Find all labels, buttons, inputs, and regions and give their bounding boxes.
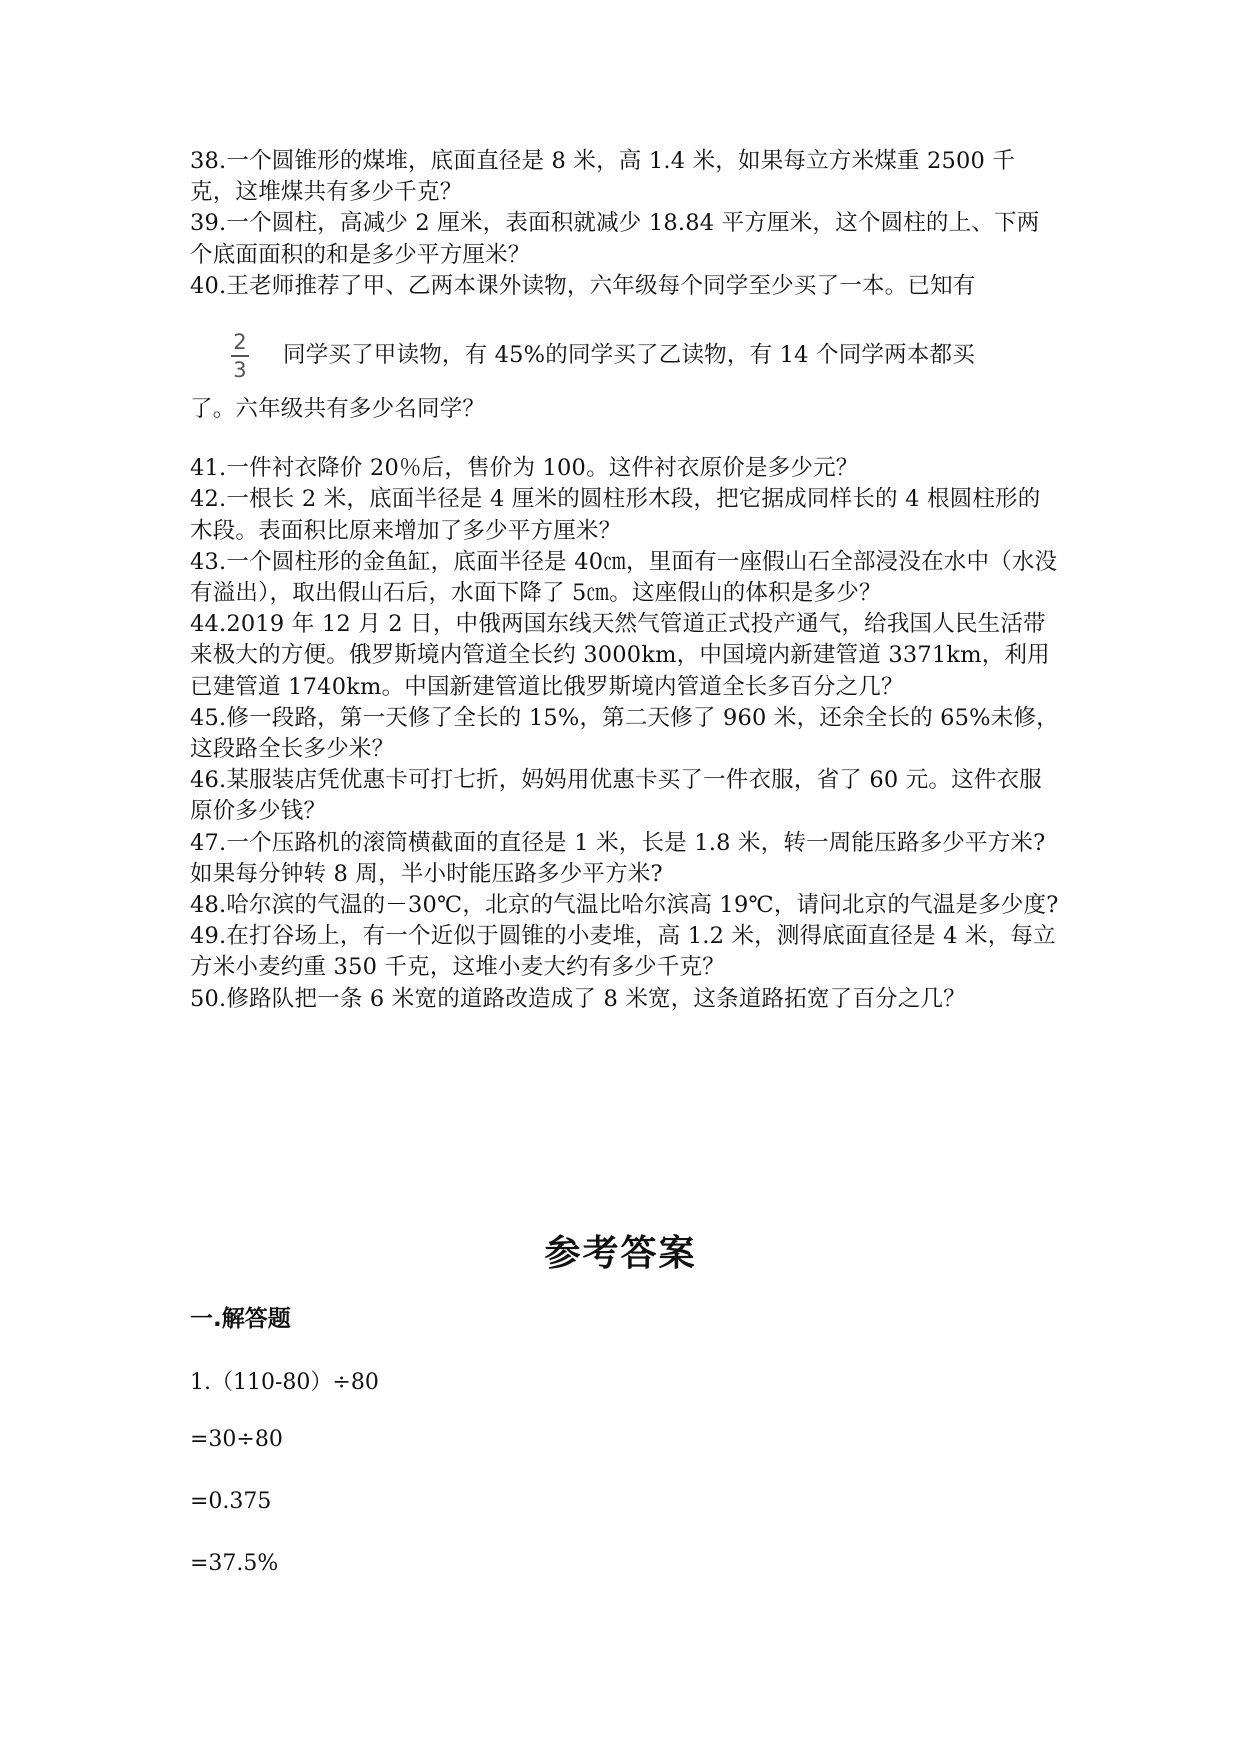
answer-title: 参考答案	[544, 1232, 697, 1274]
question-43: 43.一个圆柱形的金鱼缸，底面半径是 40㎝，里面有一座假山石全部浸没在水中（水没有溢出），取出假山石后，水面下降了 5㎝。这座假山的体积是多少？	[190, 548, 1058, 607]
answer-line-2: =30÷80	[190, 1427, 283, 1452]
fraction-bar	[231, 355, 249, 357]
question-40-end: 了。六年级共有多少名同学？	[190, 396, 486, 423]
question-45: 45.修一段路，第一天修了全长的 15%，第二天修了 960 米，还余全长的 65%未修，这段路全长多少米？	[190, 704, 1059, 763]
question-list	[190, 146, 1060, 1015]
question-50: 50.修路队把一条 6 米宽的道路改造成了 8 米宽，这条道路拓宽了百分之几？	[190, 985, 966, 1012]
answer-line-3: =0.375	[190, 1489, 272, 1514]
question-48: 48.哈尔滨的气温的－30℃，北京的气温比哈尔滨高 19℃，请问北京的气温是多少度?	[190, 892, 1059, 919]
question-42: 42.一根长 2 米，底面半径是 4 厘米的圆柱形木段，把它据成同样长的 4 根圆柱形的木段。表面积比原来增加了多少平方厘米？	[190, 486, 1041, 544]
question-41: 41.一件衬衣降价 20％后，售价为 100。这件衬衣原价是多少元？	[190, 455, 859, 482]
question-46: 46.某服装店凭优惠卡可打七折，妈妈用优惠卡买了一件衣服，省了 60 元。这件衣服原价多少钱？	[190, 767, 1042, 825]
section-heading: 一.解答题	[190, 1306, 291, 1332]
question-40-fraction-line	[190, 326, 1060, 386]
question-40-intro: 40.王老师推荐了甲、乙两本课外读物，六年级每个同学至少买了一本。已知有	[190, 272, 976, 299]
answer-line-4: =37.5%	[190, 1551, 279, 1576]
fraction-two-thirds	[225, 330, 255, 382]
question-47: 47.一个压路机的滚筒横截面的直径是 1 米，长是 1.8 米，转一周能压路多少平方米?如果每分钟转 8 周，半小时能压路多少平方米?	[190, 829, 1046, 887]
fraction-denominator: 3	[233, 357, 247, 382]
question-49: 49.在打谷场上，有一个近似于圆锥的小麦堆，高 1.2 米，测得底面直径是 4 米，每立方米小麦约重 350 千克，这堆小麦大约有多少千克？	[190, 923, 1056, 981]
question-44: 44.2019 年 12 月 2 日，中俄两国东线天然气管道正式投产通气，给我国人民生活带来极大的方便。俄罗斯境内管道全长约 3000km，中国境内新建管道 3371km，利用已建管道 1740km。中国新建管道比俄罗斯境内管道全长多百分之几？	[190, 611, 1050, 700]
answer-line-1: 1.（110-80）÷80	[190, 1370, 379, 1395]
question-38: 38.一个圆锥形的煤堆，底面直径是 8 米，高 1.4 米，如果每立方米煤重 2500 千克，这堆煤共有多少千克？	[190, 148, 1016, 206]
question-39: 39.一个圆柱，高减少 2 厘米，表面积就减少 18.84 平方厘米，这个圆柱的上、下两个底面面积的和是多少平方厘米？	[190, 210, 1040, 268]
fraction-numerator: 2	[233, 330, 247, 355]
question-40-fraction-text: 同学买了甲读物，有 45%的同学买了乙读物，有 14 个同学两本都买	[283, 342, 975, 369]
